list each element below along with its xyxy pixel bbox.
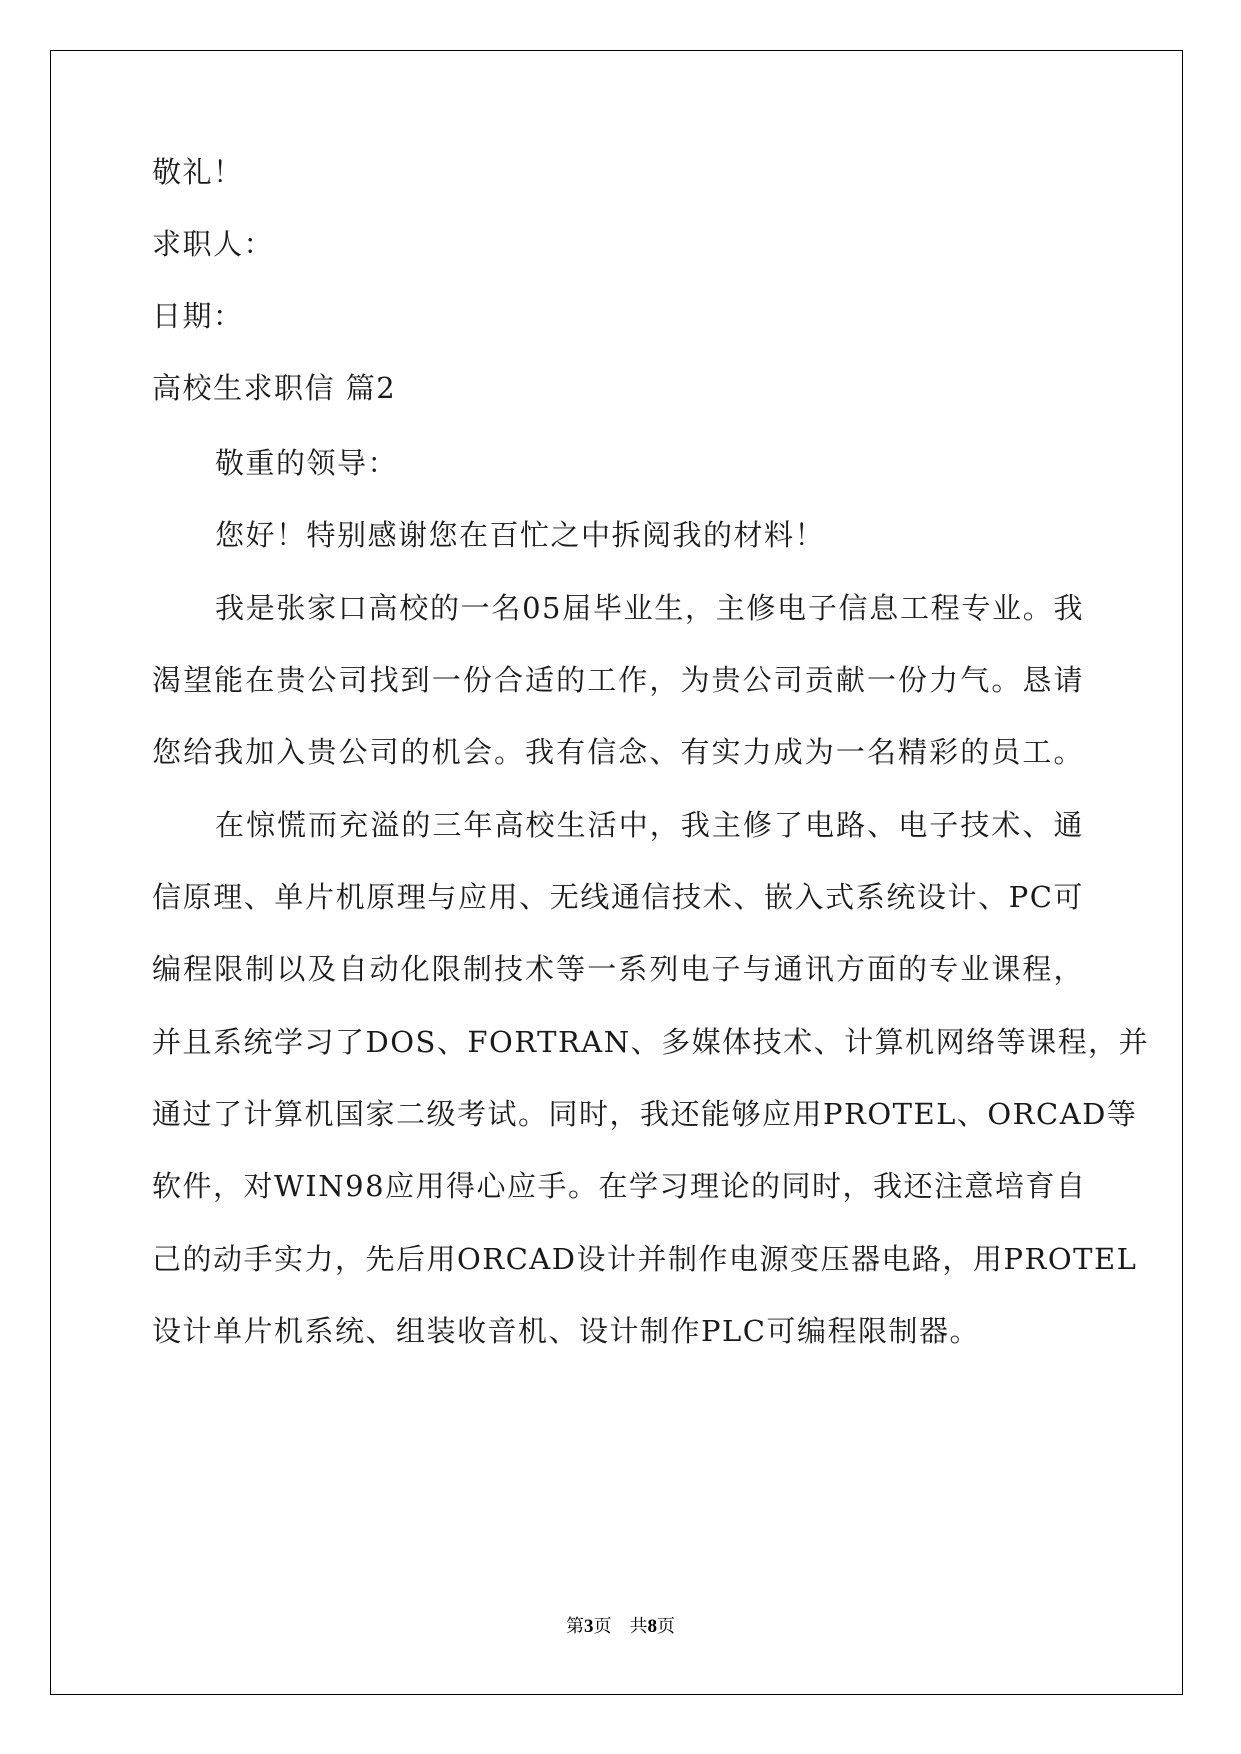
body-line: 并且系统学习了DOS、FORTRAN、多媒体技术、计算机网络等课程，并 (152, 1025, 1150, 1059)
body-line: 己的动手实力，先后用ORCAD设计并制作电源变压器电路，用PROTEL (152, 1242, 1138, 1276)
body-line: 通过了计算机国家二级考试。同时，我还能够应用PROTEL、ORCAD等 (152, 1097, 1138, 1131)
footer-page-number: 3 (584, 1616, 594, 1637)
footer-prefix: 第 (566, 1616, 584, 1637)
footer-total-pages: 8 (647, 1616, 657, 1637)
body-line: 我是张家口高校的一名05届毕业生，主修电子信息工程专业。我 (215, 591, 1084, 625)
greeting: 敬重的领导： (215, 446, 399, 480)
applicant-line: 求职人： (152, 227, 275, 261)
date-line: 日期： (152, 299, 244, 333)
body-line: 信原理、单片机原理与应用、无线通信技术、嵌入式系统设计、PC可 (152, 880, 1084, 914)
body-line: 您好！特别感谢您在百忙之中拆阅我的材料！ (215, 518, 826, 552)
body-line: 设计单片机系统、组装收音机、设计制作PLC可编程限制器。 (152, 1314, 980, 1348)
footer-middle: 页 共 (593, 1616, 648, 1637)
footer-suffix: 页 (657, 1616, 675, 1637)
closing-salutation: 敬礼！ (152, 155, 244, 189)
body-line: 渴望能在贵公司找到一份合适的工作，为贵公司贡献一份力气。恳请 (152, 663, 1084, 697)
page-footer (0, 1612, 1241, 1638)
section-heading: 高校生求职信 篇2 (152, 371, 397, 405)
body-line: 软件，对WIN98应用得心应手。在学习理论的同时，我还注意培育自 (152, 1169, 1087, 1203)
body-line: 在惊慌而充溢的三年高校生活中，我主修了电路、电子技术、通 (215, 808, 1084, 842)
body-line: 编程限制以及自动化限制技术等一系列电子与通讯方面的专业课程， (152, 952, 1084, 986)
body-line: 您给我加入贵公司的机会。我有信念、有实力成为一名精彩的员工。 (152, 735, 1084, 769)
